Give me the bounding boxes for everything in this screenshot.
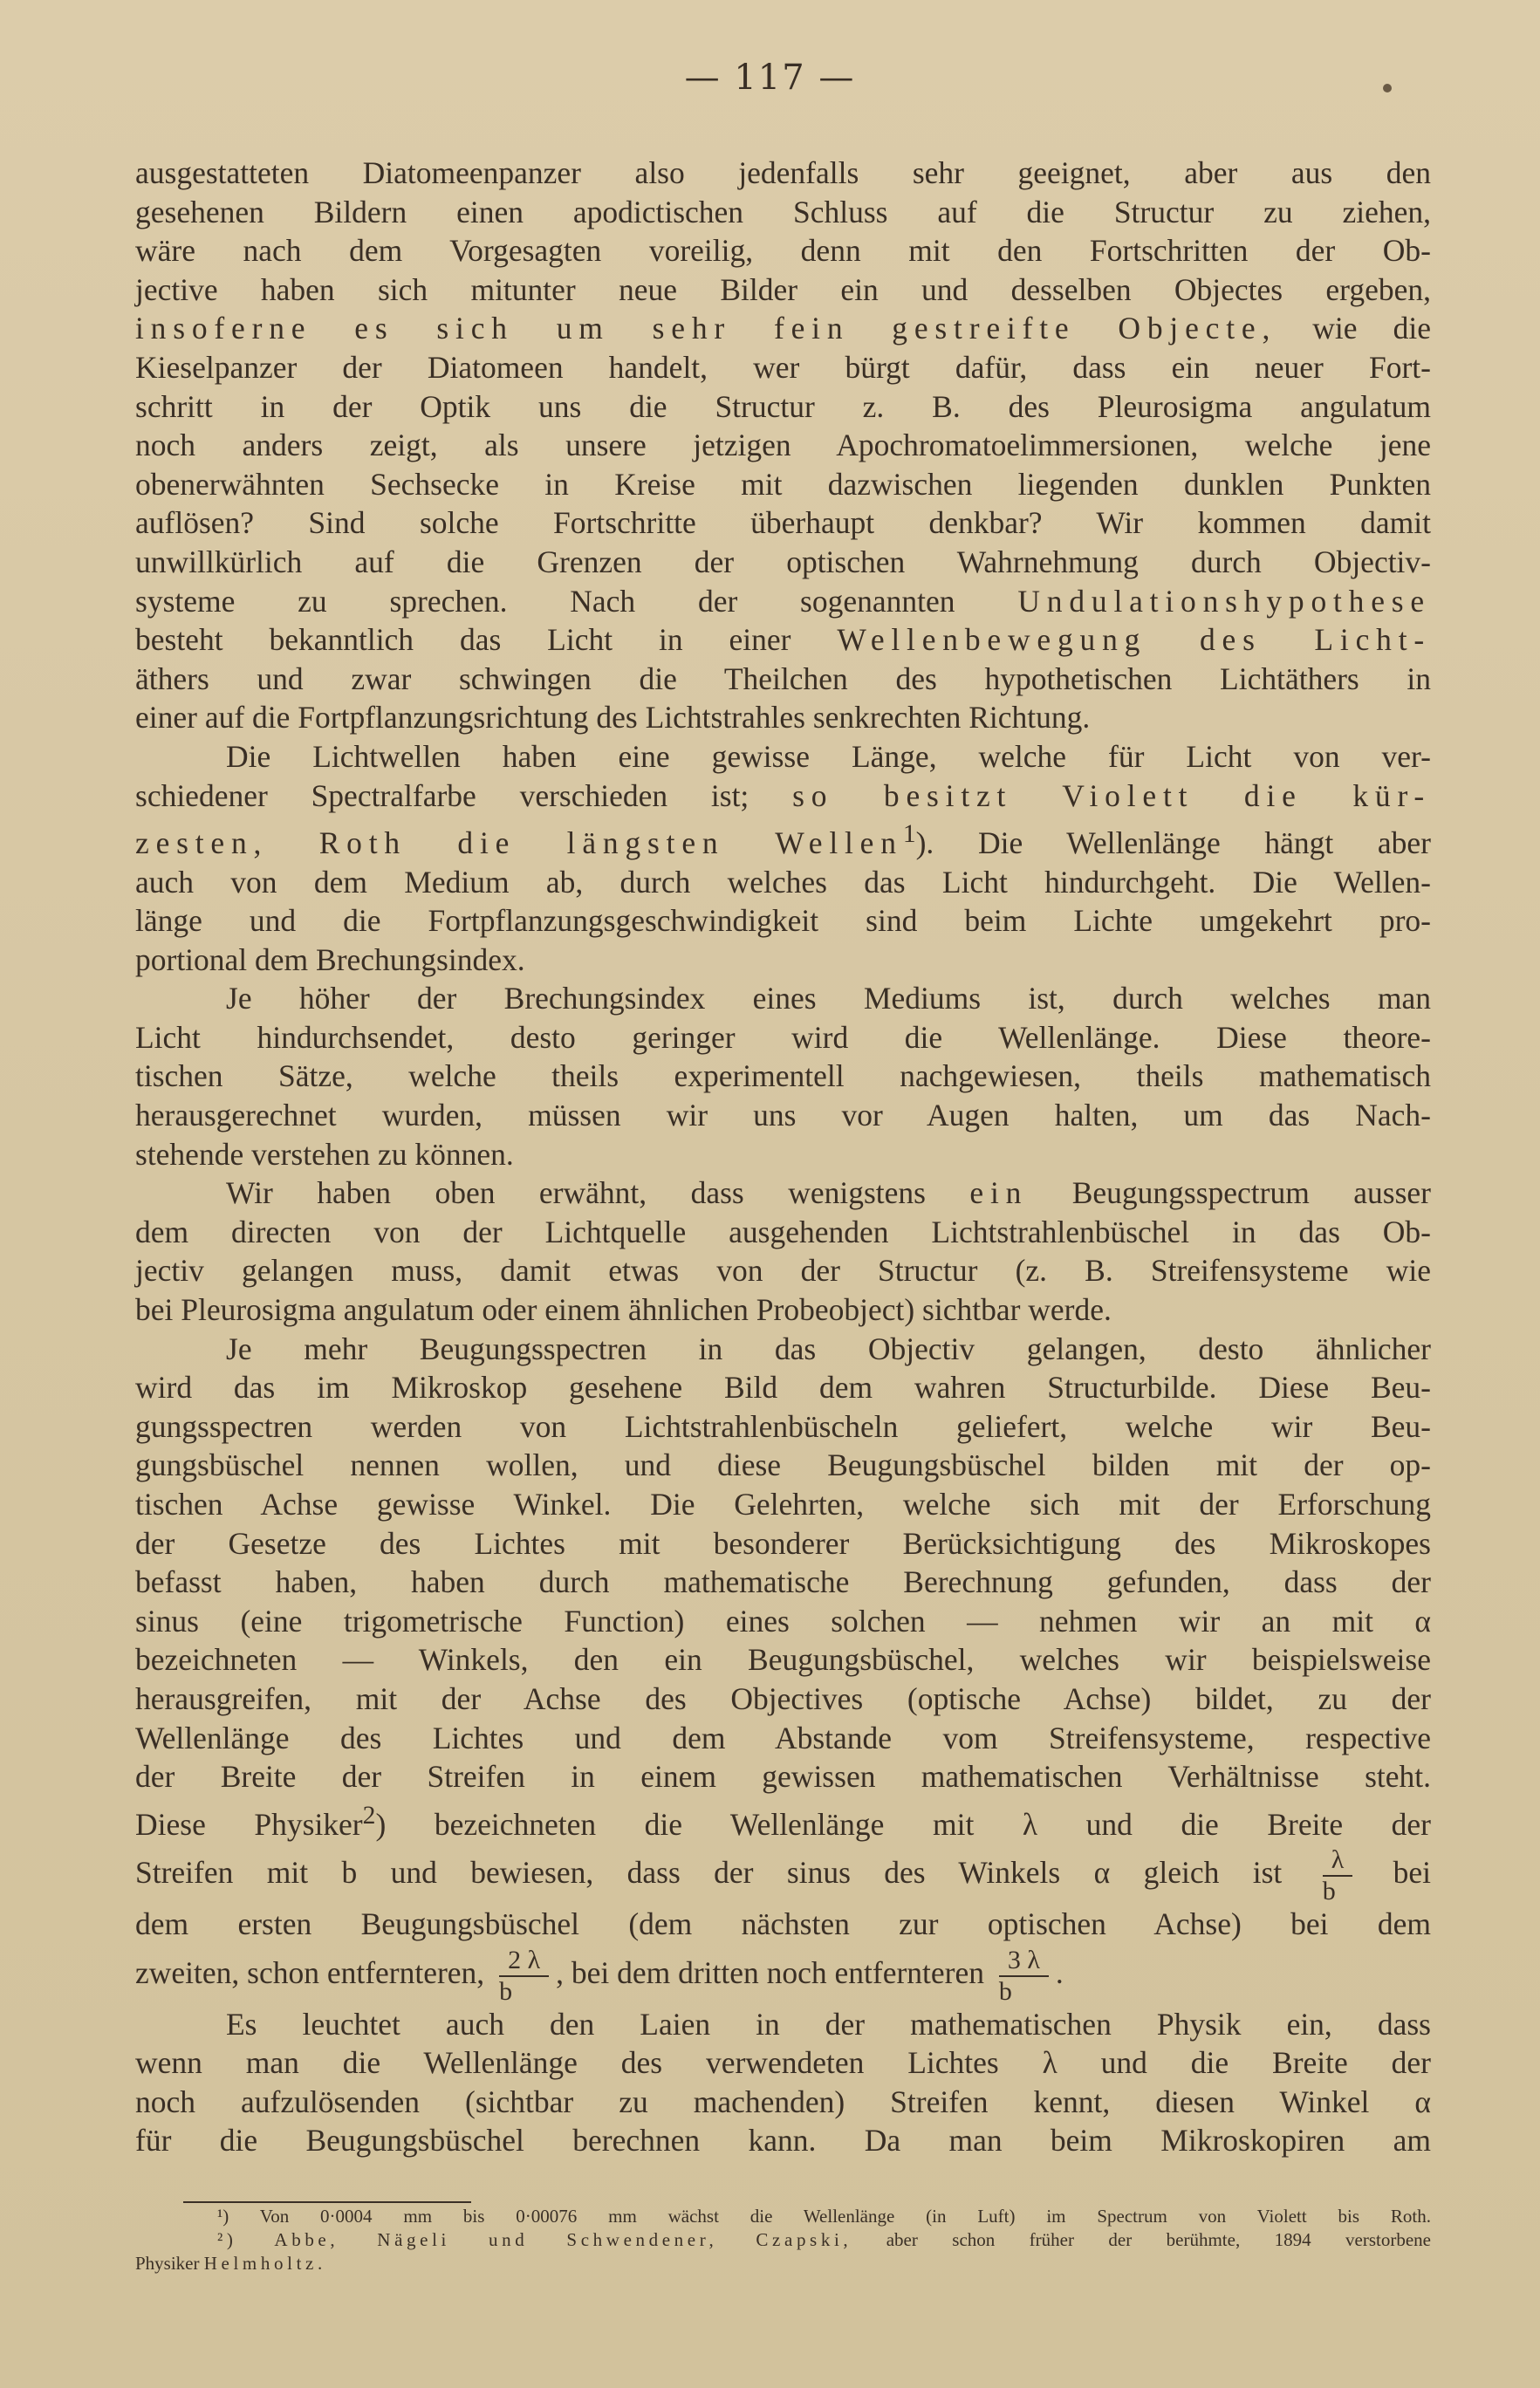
text-line: herausgerechnet wurden, müssen wir uns vor Augen halten, um das Nach- (135, 1098, 1431, 1133)
text-line: äthers und zwar schwingen die Theilchen des hypothetischen Lichtäthers in (135, 660, 1431, 696)
text-line (135, 582, 1431, 621)
text-line: portional dem Brechungsindex. (135, 941, 525, 977)
text-line: obenerwähnten Sechsecke in Kreise mit dazwischen liegenden dunklen Punkten (135, 466, 1431, 502)
text-line: länge und die Fortpflanzungsgeschwindigkeit sind beim Lichte umgekehrt pro- (135, 903, 1431, 939)
text-fragment: zweiten, schon entfernteren, (135, 1954, 485, 1990)
fraction-2lambda-over-b (499, 1947, 549, 2005)
spaced-text: Undulationshypothese (1017, 583, 1432, 619)
text-fragment: wie die (1312, 311, 1431, 346)
fraction-denominator: b (998, 1976, 1012, 2006)
fraction-numerator: 3 λ (999, 1947, 1049, 1977)
text-line: wenn man die Wellenlänge des verwendeten Lichtes λ und die Breite der (135, 2045, 1431, 2081)
text-line (135, 1173, 1431, 1213)
text-line: auflösen? Sind solche Fortschritte überhaupt denkbar? Wir kommen damit (135, 505, 1431, 541)
text-fragment: Diese Physiker (135, 1806, 363, 1842)
text-line: zesten, Roth die längsten Wellen$^1$). Die Wellenlänge hängt aber (135, 820, 1431, 860)
text-fragment: Streifen mit b und bewiesen, dass der sinus des Winkels α gleich ist (135, 1855, 1283, 1891)
text-line: Diese Physiker$^2$) bezeichneten die Wellenlänge mit λ und die Breite der (135, 1801, 1431, 1842)
spaced-text: so besitzt Violett die kür- (792, 777, 1432, 813)
text-line: der Breite der Streifen in einem gewissen mathematischen Verhältnisse steht. (135, 1759, 1431, 1795)
text-line: ausgestatteten Diatomeenpanzer also jedenfalls sehr geeignet, aber aus den (135, 155, 1431, 190)
text-fragment: Die Wellenlänge hängt aber (977, 825, 1431, 860)
text-line: einer auf die Fortpflanzungsrichtung des Lichtstrahles senkrechten Richtung. (135, 700, 1091, 736)
spaced-text: insoferne es sich um sehr fein gestreifte Objecte, (135, 311, 1277, 346)
text-fragment: . (1055, 1954, 1064, 1990)
text-fragment: Physiker (135, 2253, 200, 2274)
spaced-text: ²) Abbe, Nägeli und Schwendener, Czapski, (217, 2229, 852, 2250)
text-fragment: schiedener Spectralfarbe verschieden ist; (135, 777, 749, 813)
text-line: auch von dem Medium ab, durch welches das Licht hindurchgeht. Die Wellen- (135, 864, 1431, 900)
text-line: wäre nach dem Vorgesagten voreilig, denn mit den Fortschritten der Ob- (135, 233, 1431, 269)
text-line: gesehenen Bildern einen apodictischen Schluss auf die Structur zu ziehen, (135, 194, 1431, 229)
footnote-divider (183, 2201, 471, 2203)
text-line: dem ersten Beugungsbüschel (dem nächsten zur optischen Achse) bei dem (135, 1906, 1431, 1942)
page-number: — 117 — (684, 58, 856, 98)
text-line: Je höher der Brechungsindex eines Mediums ist, durch welches man (226, 981, 1431, 1016)
text-line: Wellenlänge des Lichtes und dem Abstande vom Streifensysteme, respective (135, 1720, 1431, 1755)
text-line: der Gesetze des Lichtes mit besonderer Berücksichtigung des Mikroskopes (135, 1525, 1431, 1561)
text-line: noch anders zeigt, als unsere jetzigen Apochromatoelimmersionen, welche jene (135, 428, 1431, 463)
footnotes (135, 2205, 1431, 2275)
text-line: gungsbüschel nennen wollen, und diese Beugungsbüschel bilden mit der op- (135, 1447, 1431, 1483)
text-line: Es leuchtet auch den Laien in der mathematischen Physik ein, dass (226, 2006, 1431, 2042)
text-line: jectiv gelangen muss, damit etwas von der Structur (z. B. Streifensysteme wie (135, 1253, 1431, 1289)
text-fragment: Beugungsspectrum ausser (1071, 1175, 1432, 1211)
text-line (135, 1844, 1431, 1905)
text-fragment: aber schon früher der berühmte, 1894 verstorbene (886, 2229, 1431, 2250)
footnote-mark: 2 (362, 1801, 376, 1830)
fraction-denominator: b (499, 1976, 513, 2006)
fraction-lambda-over-b (1323, 1847, 1353, 1905)
fraction-numerator: 2 λ (499, 1947, 549, 1977)
text-line: gungsspectren werden von Lichtstrahlenbüscheln geliefert, welche wir Beu- (135, 1408, 1431, 1444)
text-line: wird das im Mikroskop gesehene Bild dem wahren Structurbilde. Diese Beu- (135, 1370, 1431, 1406)
fraction-numerator: λ (1323, 1847, 1353, 1877)
text-line: bezeichneten — Winkels, den ein Beugungsbüschel, welches wir beispielsweise (135, 1642, 1431, 1678)
text-fragment: , bei dem dritten noch entfernteren (556, 1954, 984, 1990)
text-line: stehende verstehen zu können. (135, 1136, 514, 1172)
text-line: tischen Achse gewisse Winkel. Die Gelehrten, welche sich mit der Erforschung (135, 1487, 1431, 1522)
text-line: befasst haben, haben durch mathematische Berechnung gefunden, dass der (135, 1564, 1431, 1600)
text-line: Kieselpanzer der Diatomeen handelt, wer bürgt dafür, dass ein neuer Fort- (135, 349, 1431, 385)
text-line: sinus (eine trigometrische Function) eines solchen — nehmen wir an mit α (135, 1603, 1431, 1639)
spaced-text: Helmholtz. (203, 2253, 326, 2274)
footnote-2-cont (135, 2252, 1431, 2275)
text-line: unwillkürlich auf die Grenzen der optischen Wahrnehmung durch Objectiv- (135, 544, 1431, 579)
text-line: Je mehr Beugungsspectren in das Objectiv gelangen, desto ähnlicher (226, 1331, 1431, 1366)
text-line: herausgreifen, mit der Achse des Objectives (optische Achse) bildet, zu der (135, 1680, 1431, 1716)
text-line (135, 309, 1431, 348)
text-line (135, 620, 1431, 660)
text-fragment: Wir haben oben erwähnt, dass wenigstens (226, 1175, 926, 1211)
text-fragment: bei (1393, 1855, 1432, 1891)
footnote-1: ¹) Von 0·0004 mm bis 0·00076 mm wächst die Wellenlänge (in Luft) im Spectrum von Violett bis Roth. (217, 2206, 1431, 2227)
spaced-text: Wellenbewegung des Licht- (837, 622, 1431, 658)
spaced-text: ein (969, 1175, 1029, 1211)
text-fragment: besteht bekanntlich das Licht in einer (135, 622, 791, 658)
footnote-2 (135, 2228, 1431, 2252)
ink-spot (1383, 84, 1392, 92)
text-fragment: systeme zu sprechen. Nach der sogenannten (135, 583, 955, 619)
text-line: dem directen von der Lichtquelle ausgehenden Lichtstrahlenbüschel in das Ob- (135, 1214, 1431, 1249)
footnote-mark: 1 (902, 820, 916, 849)
text-line: jective haben sich mitunter neue Bilder ein und desselben Objectes ergeben, (135, 271, 1431, 307)
text-line: noch aufzulösenden (sichtbar zu machenden) Streifen kennt, diesen Winkel α (135, 2084, 1431, 2119)
text-fragment: bezeichneten die Wellenlänge mit λ und die Breite der (434, 1806, 1431, 1842)
text-line (135, 777, 1431, 816)
text-line (135, 1944, 1431, 2005)
body-text (135, 154, 1431, 2160)
text-line: bei Pleurosigma angulatum oder einem ähnlichen Probeobject) sichtbar werde. (135, 1292, 1112, 1328)
text-line: schritt in der Optik uns die Structur z. B. des Pleurosigma angulatum (135, 388, 1431, 424)
text-line: für die Beugungsbüschel berechnen kann. Da man beim Mikroskopiren am (135, 2123, 1431, 2159)
text-line: Die Lichtwellen haben eine gewisse Länge, welche für Licht von ver- (226, 738, 1431, 774)
fraction-denominator: b (1322, 1877, 1336, 1906)
text-line: Licht hindurchsendet, desto geringer wird die Wellenlänge. Diese theore- (135, 1019, 1431, 1055)
spaced-text: zesten, Roth die längsten Wellen (135, 825, 903, 860)
text-line: tischen Sätze, welche theils experimentell nachgewiesen, theils mathematisch (135, 1058, 1431, 1094)
fraction-3lambda-over-b (999, 1947, 1049, 2005)
